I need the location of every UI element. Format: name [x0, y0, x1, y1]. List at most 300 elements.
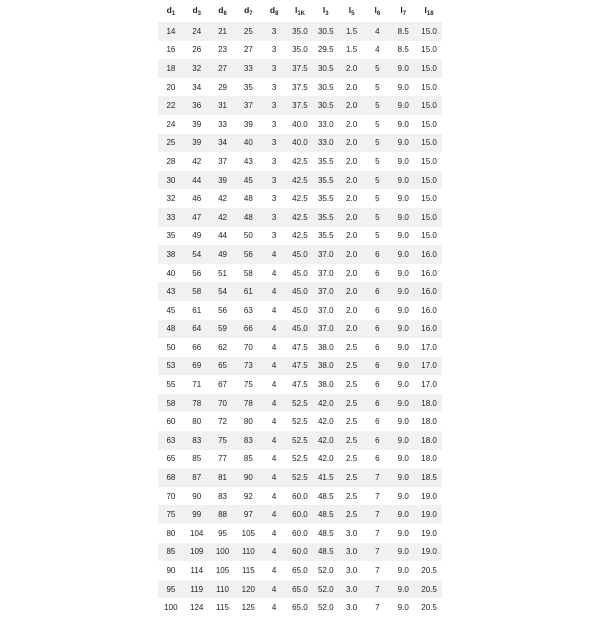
table-cell: 7 [365, 561, 391, 580]
table-cell: 37.5 [287, 96, 313, 115]
table-cell: 43 [158, 282, 184, 301]
table-cell: 120 [235, 580, 261, 599]
table-cell: 37.5 [287, 59, 313, 78]
table-cell: 105 [235, 524, 261, 543]
table-cell: 17.0 [416, 375, 442, 394]
table-cell: 2.0 [339, 208, 365, 227]
table-row [158, 338, 442, 357]
table-cell: 59 [210, 320, 236, 339]
column-header [210, 0, 236, 22]
table-cell: 3 [261, 189, 287, 208]
table-cell: 97 [235, 505, 261, 524]
table-cell: 9.0 [390, 78, 416, 97]
table-cell: 81 [210, 468, 236, 487]
table-cell: 15.0 [416, 208, 442, 227]
table-row [158, 468, 442, 487]
table-row [158, 59, 442, 78]
table-row [158, 41, 442, 60]
table-cell: 4 [261, 524, 287, 543]
table-cell: 90 [184, 487, 210, 506]
table-cell: 37.0 [313, 264, 339, 283]
table-cell: 7 [365, 580, 391, 599]
table-cell: 87 [184, 468, 210, 487]
column-header-subscript: 18 [426, 11, 434, 17]
table-cell: 48.5 [313, 505, 339, 524]
table-cell: 34 [210, 134, 236, 153]
table-cell: 22 [158, 96, 184, 115]
table-cell: 48.5 [313, 543, 339, 562]
table-cell: 32 [184, 59, 210, 78]
table-cell: 52.5 [287, 412, 313, 431]
table-cell: 66 [184, 338, 210, 357]
table-cell: 46 [184, 189, 210, 208]
table-cell: 6 [365, 264, 391, 283]
table-cell: 4 [261, 450, 287, 469]
table-cell: 42.0 [313, 394, 339, 413]
table-cell: 55 [158, 375, 184, 394]
table-cell: 49 [184, 227, 210, 246]
column-header-subscript: 5 [351, 11, 355, 17]
table-cell: 4 [365, 41, 391, 60]
table-cell: 83 [184, 431, 210, 450]
table-cell: 2.0 [339, 264, 365, 283]
table-cell: 9.0 [390, 171, 416, 190]
table-cell: 124 [184, 598, 210, 617]
table-cell: 8.5 [390, 41, 416, 60]
table-row [158, 320, 442, 339]
table-cell: 42 [210, 208, 236, 227]
table-cell: 34 [184, 78, 210, 97]
table-cell: 29 [210, 78, 236, 97]
table-cell: 9.0 [390, 394, 416, 413]
table-cell: 37 [210, 152, 236, 171]
table-cell: 48 [235, 189, 261, 208]
table-cell: 4 [261, 598, 287, 617]
table-cell: 40 [158, 264, 184, 283]
table-cell: 9.0 [390, 487, 416, 506]
table-cell: 9.0 [390, 245, 416, 264]
table-cell: 49 [210, 245, 236, 264]
table-cell: 25 [235, 22, 261, 41]
table-cell: 2.0 [339, 227, 365, 246]
table-cell: 65.0 [287, 598, 313, 617]
table-cell: 18.0 [416, 412, 442, 431]
table-cell: 115 [235, 561, 261, 580]
table-cell: 3 [261, 41, 287, 60]
table-cell: 4 [261, 412, 287, 431]
table-cell: 52.5 [287, 394, 313, 413]
table-cell: 80 [235, 412, 261, 431]
table-cell: 3.0 [339, 561, 365, 580]
table-cell: 48.5 [313, 524, 339, 543]
table-row [158, 412, 442, 431]
table-cell: 9.0 [390, 543, 416, 562]
table-row [158, 580, 442, 599]
table-cell: 42.5 [287, 171, 313, 190]
table-row [158, 78, 442, 97]
column-header-symbol: l [348, 5, 352, 15]
table-row [158, 357, 442, 376]
column-header-subscript: 7 [249, 11, 253, 17]
table-cell: 6 [365, 375, 391, 394]
column-header [287, 0, 313, 22]
table-cell: 61 [184, 301, 210, 320]
column-header [158, 0, 184, 22]
column-header-symbol: d [192, 5, 198, 15]
table-row [158, 505, 442, 524]
table-cell: 18.5 [416, 468, 442, 487]
table-cell: 4 [261, 505, 287, 524]
table-row [158, 431, 442, 450]
table-cell: 3 [261, 115, 287, 134]
table-row [158, 152, 442, 171]
table-cell: 37.0 [313, 320, 339, 339]
table-cell: 3 [261, 78, 287, 97]
table-cell: 39 [184, 115, 210, 134]
column-header-symbol: d [218, 5, 224, 15]
table-cell: 68 [158, 468, 184, 487]
table-cell: 14 [158, 22, 184, 41]
table-cell: 78 [184, 394, 210, 413]
table-cell: 2.0 [339, 78, 365, 97]
column-header-subscript: 1 [171, 11, 176, 17]
table-row [158, 394, 442, 413]
table-cell: 45.0 [287, 245, 313, 264]
table-row [158, 22, 442, 41]
table-cell: 9.0 [390, 59, 416, 78]
table-cell: 4 [261, 394, 287, 413]
table-cell: 69 [184, 357, 210, 376]
column-header-symbol: d [269, 5, 276, 15]
table-cell: 17.0 [416, 338, 442, 357]
table-cell: 42.0 [313, 412, 339, 431]
dimension-table [158, 0, 442, 617]
table-cell: 5 [365, 189, 391, 208]
table-cell: 2.5 [339, 357, 365, 376]
table-cell: 58 [158, 394, 184, 413]
table-cell: 35.5 [313, 208, 339, 227]
table-cell: 18.0 [416, 394, 442, 413]
table-cell: 4 [261, 543, 287, 562]
table-cell: 9.0 [390, 152, 416, 171]
table-cell: 2.0 [339, 189, 365, 208]
table-cell: 110 [235, 543, 261, 562]
table-cell: 100 [158, 598, 184, 617]
table-cell: 3 [261, 59, 287, 78]
table-cell: 95 [210, 524, 236, 543]
table-row [158, 375, 442, 394]
table-cell: 33 [235, 59, 261, 78]
table-cell: 58 [235, 264, 261, 283]
table-cell: 64 [184, 320, 210, 339]
table-cell: 6 [365, 301, 391, 320]
table-cell: 30.5 [313, 59, 339, 78]
table-cell: 30 [158, 171, 184, 190]
table-cell: 9.0 [390, 282, 416, 301]
table-cell: 16.0 [416, 320, 442, 339]
table-cell: 15.0 [416, 134, 442, 153]
table-cell: 5 [365, 152, 391, 171]
table-cell: 15.0 [416, 115, 442, 134]
table-cell: 2.0 [339, 301, 365, 320]
table-cell: 9.0 [390, 227, 416, 246]
table-row [158, 282, 442, 301]
column-header-subscript: 3 [197, 11, 201, 17]
column-header [365, 0, 391, 22]
table-cell: 7 [365, 543, 391, 562]
table-cell: 119 [184, 580, 210, 599]
table-cell: 2.0 [339, 59, 365, 78]
table-cell: 16.0 [416, 245, 442, 264]
table-cell: 5 [365, 96, 391, 115]
table-cell: 5 [365, 59, 391, 78]
table-cell: 4 [261, 487, 287, 506]
table-cell: 15.0 [416, 22, 442, 41]
table-cell: 3 [261, 208, 287, 227]
column-header [416, 0, 442, 22]
table-cell: 47 [184, 208, 210, 227]
table-cell: 29.5 [313, 41, 339, 60]
table-cell: 44 [210, 227, 236, 246]
table-cell: 40.0 [287, 115, 313, 134]
table-cell: 4 [261, 282, 287, 301]
table-cell: 125 [235, 598, 261, 617]
column-header-subscript: 6 [223, 11, 227, 17]
table-cell: 90 [158, 561, 184, 580]
table-cell: 85 [235, 450, 261, 469]
table-cell: 90 [235, 468, 261, 487]
table-cell: 39 [235, 115, 261, 134]
table-cell: 47.5 [287, 338, 313, 357]
table-cell: 9.0 [390, 357, 416, 376]
table-cell: 42 [210, 189, 236, 208]
table-cell: 35 [235, 78, 261, 97]
table-cell: 70 [210, 394, 236, 413]
table-cell: 42.0 [313, 450, 339, 469]
table-cell: 7 [365, 468, 391, 487]
table-cell: 45 [158, 301, 184, 320]
table-cell: 54 [210, 282, 236, 301]
table-cell: 9.0 [390, 598, 416, 617]
table-cell: 20.5 [416, 561, 442, 580]
table-cell: 15.0 [416, 96, 442, 115]
table-cell: 85 [184, 450, 210, 469]
table-cell: 92 [235, 487, 261, 506]
table-cell: 2.0 [339, 152, 365, 171]
table-cell: 15.0 [416, 227, 442, 246]
table-cell: 27 [235, 41, 261, 60]
table-cell: 45 [235, 171, 261, 190]
table-cell: 26 [184, 41, 210, 60]
table-cell: 88 [210, 505, 236, 524]
column-header-symbol: d [166, 5, 172, 15]
table-cell: 36 [184, 96, 210, 115]
table-row [158, 227, 442, 246]
table-cell: 6 [365, 450, 391, 469]
table-cell: 40.0 [287, 134, 313, 153]
column-header-symbol: l [374, 5, 377, 15]
column-header-subscript: 6 [376, 11, 381, 17]
table-cell: 52.5 [287, 450, 313, 469]
table-cell: 7 [365, 487, 391, 506]
table-cell: 2.5 [339, 375, 365, 394]
table-cell: 80 [158, 524, 184, 543]
table-cell: 54 [184, 245, 210, 264]
column-header [339, 0, 365, 22]
column-header-symbol: l [400, 5, 403, 15]
table-cell: 44 [184, 171, 210, 190]
table-cell: 35.0 [287, 22, 313, 41]
table-cell: 4 [261, 561, 287, 580]
table-row [158, 487, 442, 506]
table-cell: 110 [210, 580, 236, 599]
table-cell: 15.0 [416, 189, 442, 208]
table-cell: 43 [235, 152, 261, 171]
table-cell: 2.0 [339, 171, 365, 190]
table-cell: 3.0 [339, 580, 365, 599]
table-cell: 45.0 [287, 264, 313, 283]
table-cell: 47.5 [287, 375, 313, 394]
table-cell: 40 [235, 134, 261, 153]
table-cell: 67 [210, 375, 236, 394]
table-cell: 4 [261, 580, 287, 599]
table-cell: 6 [365, 320, 391, 339]
table-cell: 18.0 [416, 431, 442, 450]
table-cell: 50 [158, 338, 184, 357]
table-cell: 53 [158, 357, 184, 376]
table-cell: 4 [261, 264, 287, 283]
table-cell: 4 [261, 301, 287, 320]
table-cell: 8.5 [390, 22, 416, 41]
table-cell: 39 [210, 171, 236, 190]
column-header-symbol: l [294, 5, 298, 15]
table-cell: 75 [210, 431, 236, 450]
table-cell: 19.0 [416, 505, 442, 524]
table-cell: 2.0 [339, 282, 365, 301]
table-cell: 37.0 [313, 282, 339, 301]
table-cell: 37.0 [313, 245, 339, 264]
table-cell: 9.0 [390, 561, 416, 580]
table-cell: 5 [365, 115, 391, 134]
table-cell: 56 [235, 245, 261, 264]
table-cell: 9.0 [390, 338, 416, 357]
table-cell: 20 [158, 78, 184, 97]
table-cell: 42.5 [287, 227, 313, 246]
table-cell: 19.0 [416, 524, 442, 543]
table-cell: 60.0 [287, 487, 313, 506]
table-cell: 15.0 [416, 171, 442, 190]
table-cell: 2.0 [339, 115, 365, 134]
table-cell: 114 [184, 561, 210, 580]
column-header-symbol: d [244, 5, 250, 15]
table-cell: 95 [158, 580, 184, 599]
table-cell: 3.0 [339, 524, 365, 543]
table-cell: 33.0 [313, 134, 339, 153]
table-cell: 70 [235, 338, 261, 357]
table-cell: 2.5 [339, 468, 365, 487]
table-cell: 33.0 [313, 115, 339, 134]
table-cell: 25 [158, 134, 184, 153]
column-header-subscript: 1K [297, 11, 305, 17]
table-cell: 2.5 [339, 450, 365, 469]
table-cell: 60.0 [287, 505, 313, 524]
table-cell: 35.5 [313, 189, 339, 208]
table-cell: 15.0 [416, 78, 442, 97]
table-cell: 2.5 [339, 487, 365, 506]
column-header-subscript: 8 [275, 11, 279, 17]
table-cell: 15.0 [416, 59, 442, 78]
header-row [158, 0, 442, 22]
table-cell: 1.5 [339, 41, 365, 60]
table-cell: 42.5 [287, 189, 313, 208]
table-cell: 45.0 [287, 282, 313, 301]
table-cell: 50 [235, 227, 261, 246]
column-header-subscript: 7 [402, 11, 407, 17]
table-cell: 9.0 [390, 115, 416, 134]
table-cell: 17.0 [416, 357, 442, 376]
table-cell: 4 [261, 338, 287, 357]
table-cell: 80 [184, 412, 210, 431]
table-cell: 6 [365, 431, 391, 450]
table-cell: 5 [365, 134, 391, 153]
table-row [158, 189, 442, 208]
table-cell: 2.5 [339, 431, 365, 450]
table-cell: 4 [261, 245, 287, 264]
table-cell: 48.5 [313, 487, 339, 506]
table-cell: 6 [365, 282, 391, 301]
table-header [158, 0, 442, 22]
table-cell: 65 [210, 357, 236, 376]
table-cell: 4 [365, 22, 391, 41]
table-cell: 2.5 [339, 338, 365, 357]
table-cell: 77 [210, 450, 236, 469]
table-cell: 42.0 [313, 431, 339, 450]
table-cell: 3 [261, 227, 287, 246]
table-cell: 4 [261, 320, 287, 339]
table-cell: 30.5 [313, 22, 339, 41]
table-row [158, 524, 442, 543]
table-row [158, 543, 442, 562]
table-cell: 9.0 [390, 208, 416, 227]
table-cell: 61 [235, 282, 261, 301]
table-row [158, 301, 442, 320]
table-cell: 9.0 [390, 375, 416, 394]
table-cell: 35.5 [313, 171, 339, 190]
table-cell: 2.0 [339, 96, 365, 115]
table-cell: 27 [210, 59, 236, 78]
table-cell: 4 [261, 375, 287, 394]
table-cell: 6 [365, 357, 391, 376]
table-cell: 16.0 [416, 282, 442, 301]
table-cell: 6 [365, 338, 391, 357]
table-cell: 109 [184, 543, 210, 562]
table-cell: 37 [235, 96, 261, 115]
table-cell: 38.0 [313, 375, 339, 394]
table-body [158, 22, 442, 617]
table-cell: 60.0 [287, 543, 313, 562]
table-cell: 31 [210, 96, 236, 115]
table-cell: 2.0 [339, 134, 365, 153]
table-cell: 75 [235, 375, 261, 394]
table-cell: 9.0 [390, 431, 416, 450]
table-cell: 38.0 [313, 338, 339, 357]
table-cell: 5 [365, 227, 391, 246]
table-cell: 35.0 [287, 41, 313, 60]
table-cell: 9.0 [390, 468, 416, 487]
table-cell: 115 [210, 598, 236, 617]
table-cell: 72 [210, 412, 236, 431]
table-cell: 35 [158, 227, 184, 246]
